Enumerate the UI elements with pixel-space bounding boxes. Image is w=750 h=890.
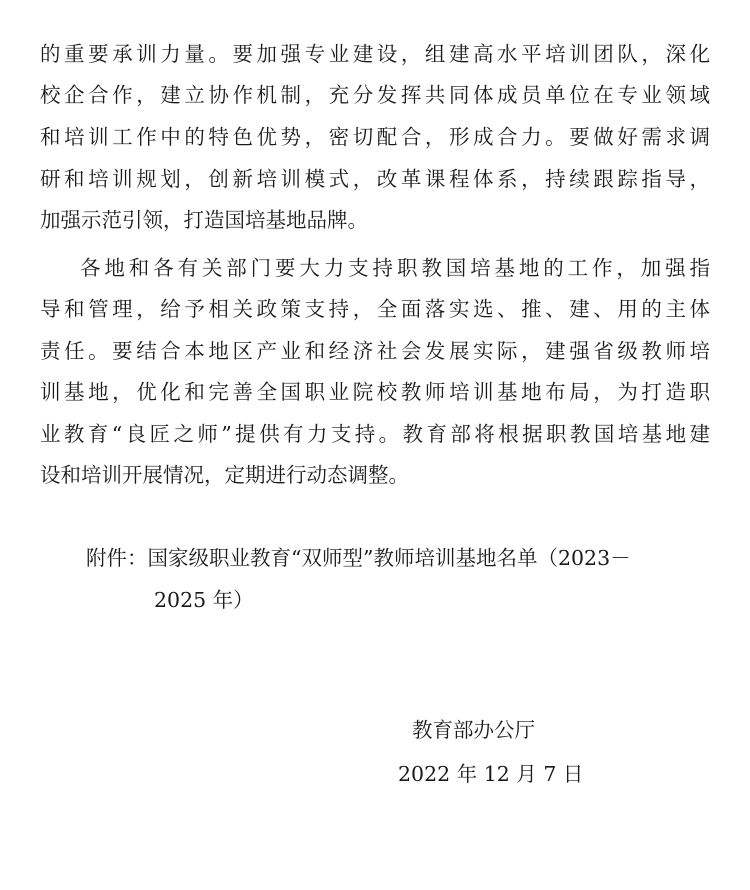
text-line: 校企合作，建立协作机制，充分发挥共同体成员单位在专业领域 bbox=[40, 83, 710, 107]
text-line: 加强示范引领，打造国培基地品牌。 bbox=[40, 208, 368, 232]
text-line: 和培训工作中的特色优势，密切配合，形成合力。要做好需求调 bbox=[40, 125, 710, 149]
attachment-line-1: 附件：国家级职业教育“双师型”教师培训基地名单（2023－ bbox=[86, 546, 631, 570]
issuing-organization: 教育部办公厅 bbox=[412, 718, 535, 742]
text-line: 设和培训开展情况，定期进行动态调整。 bbox=[40, 463, 409, 487]
issue-date: 2022 年 12 月 7 日 bbox=[398, 762, 584, 786]
text-line: 各地和各有关部门要大力支持职教国培基地的工作，加强指 bbox=[80, 256, 710, 280]
text-line: 责任。要结合本地区产业和经济社会发展实际，建强省级教师培 bbox=[40, 339, 710, 363]
text-line: 业教育“良匠之师”提供有力支持。教育部将根据职教国培基地建 bbox=[40, 422, 710, 446]
text-line: 导和管理，给予相关政策支持，全面落实选、推、建、用的主体 bbox=[40, 297, 710, 321]
text-line: 训基地，优化和完善全国职业院校教师培训基地布局，为打造职 bbox=[40, 380, 710, 404]
text-line: 的重要承训力量。要加强专业建设，组建高水平培训团队，深化 bbox=[40, 42, 710, 66]
text-line: 研和培训规划，创新培训模式，改革课程体系，持续跟踪指导， bbox=[40, 167, 710, 191]
attachment-line-2: 2025 年） bbox=[154, 588, 254, 612]
